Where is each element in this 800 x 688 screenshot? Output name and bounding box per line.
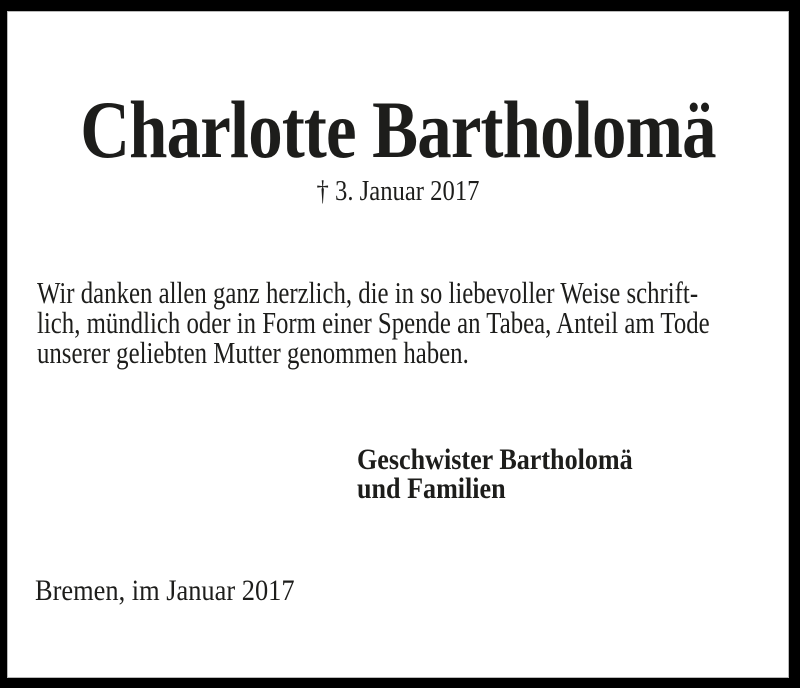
signature-line-1: Geschwister Bartholomä: [357, 443, 633, 476]
thanks-paragraph: [37, 275, 710, 370]
obituary-card: [7, 11, 789, 678]
death-date: † 3. Januar 2017: [316, 175, 480, 207]
thanks-line-2: lich, mündlich oder in Form einer Spende an Tabea, Anteil am Tode: [37, 305, 710, 340]
signature-block: [357, 445, 633, 503]
place-date-line: Bremen, im Januar 2017: [35, 574, 295, 607]
thanks-line-3: unserer geliebten Mutter genommen haben.: [37, 335, 469, 370]
thanks-line-1: Wir danken allen ganz herzlich, die in so liebevoller Weise schrift-: [37, 275, 699, 310]
signature-line-2: und Familien: [357, 472, 506, 505]
deceased-name: Charlotte Bartholomä: [80, 84, 716, 175]
